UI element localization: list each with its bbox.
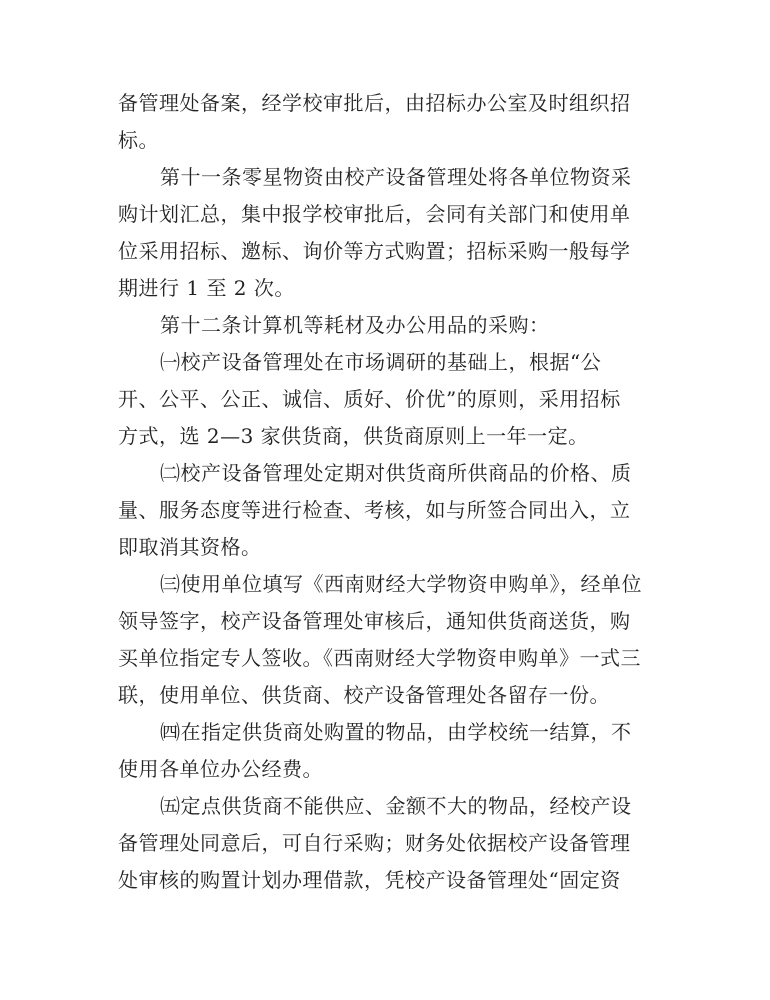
text-line: 量、服务态度等进行检查、考核，如与所签合同出入，立 [118,498,631,522]
text-line: 标。 [118,128,159,152]
text-line: ㈤定点供货商不能供应、金额不大的物品，经校产设 [160,794,632,818]
text-line: 购计划汇总，集中报学校审批后，会同有关部门和使用单 [118,202,631,226]
text-line: ㈠校产设备管理处在市场调研的基础上，根据“公 [160,350,602,374]
text-line: 联，使用单位、供货商、校产设备管理处各留存一份。 [118,683,610,707]
text-line: ㈢使用单位填写《西南财经大学物资申购单》，经单位 [160,572,642,596]
text-line: 买单位指定专人签收。《西南财经大学物资申购单》一式三 [118,646,641,670]
text-line: 位采用招标、邀标、询价等方式购置；招标采购一般每学 [118,239,631,263]
text-line: 方式，选 2—3 家供货商，供货商原则上一年一定。 [118,424,589,448]
text-line: 领导签字，校产设备管理处审核后，通知供货商送货，购 [118,609,631,633]
text-line: 开、公平、公正、诚信、质好、价优”的原则，采用招标 [118,387,621,411]
text-line: ㈡校产设备管理处定期对供货商所供商品的价格、质 [160,461,632,485]
text-line: 即取消其资格。 [118,535,262,559]
text-line: 备管理处备案，经学校审批后，由招标办公室及时组织招 [118,91,631,115]
text-line: 备管理处同意后，可自行采购；财务处依据校产设备管理 [118,831,631,855]
text-line: 处审核的购置计划办理借款，凭校产设备管理处“固定资 [118,868,621,892]
text-line: ㈣在指定供货商处购置的物品，由学校统一结算，不 [160,720,632,744]
text-line: 期进行 1 至 2 次。 [118,276,295,300]
body-text [118,85,642,899]
text-line: 第十一条零星物资由校产设备管理处将各单位物资采 [160,165,632,189]
text-line: 第十二条计算机等耗材及办公用品的采购： [160,313,550,337]
text-line: 使用各单位办公经费。 [118,757,323,781]
